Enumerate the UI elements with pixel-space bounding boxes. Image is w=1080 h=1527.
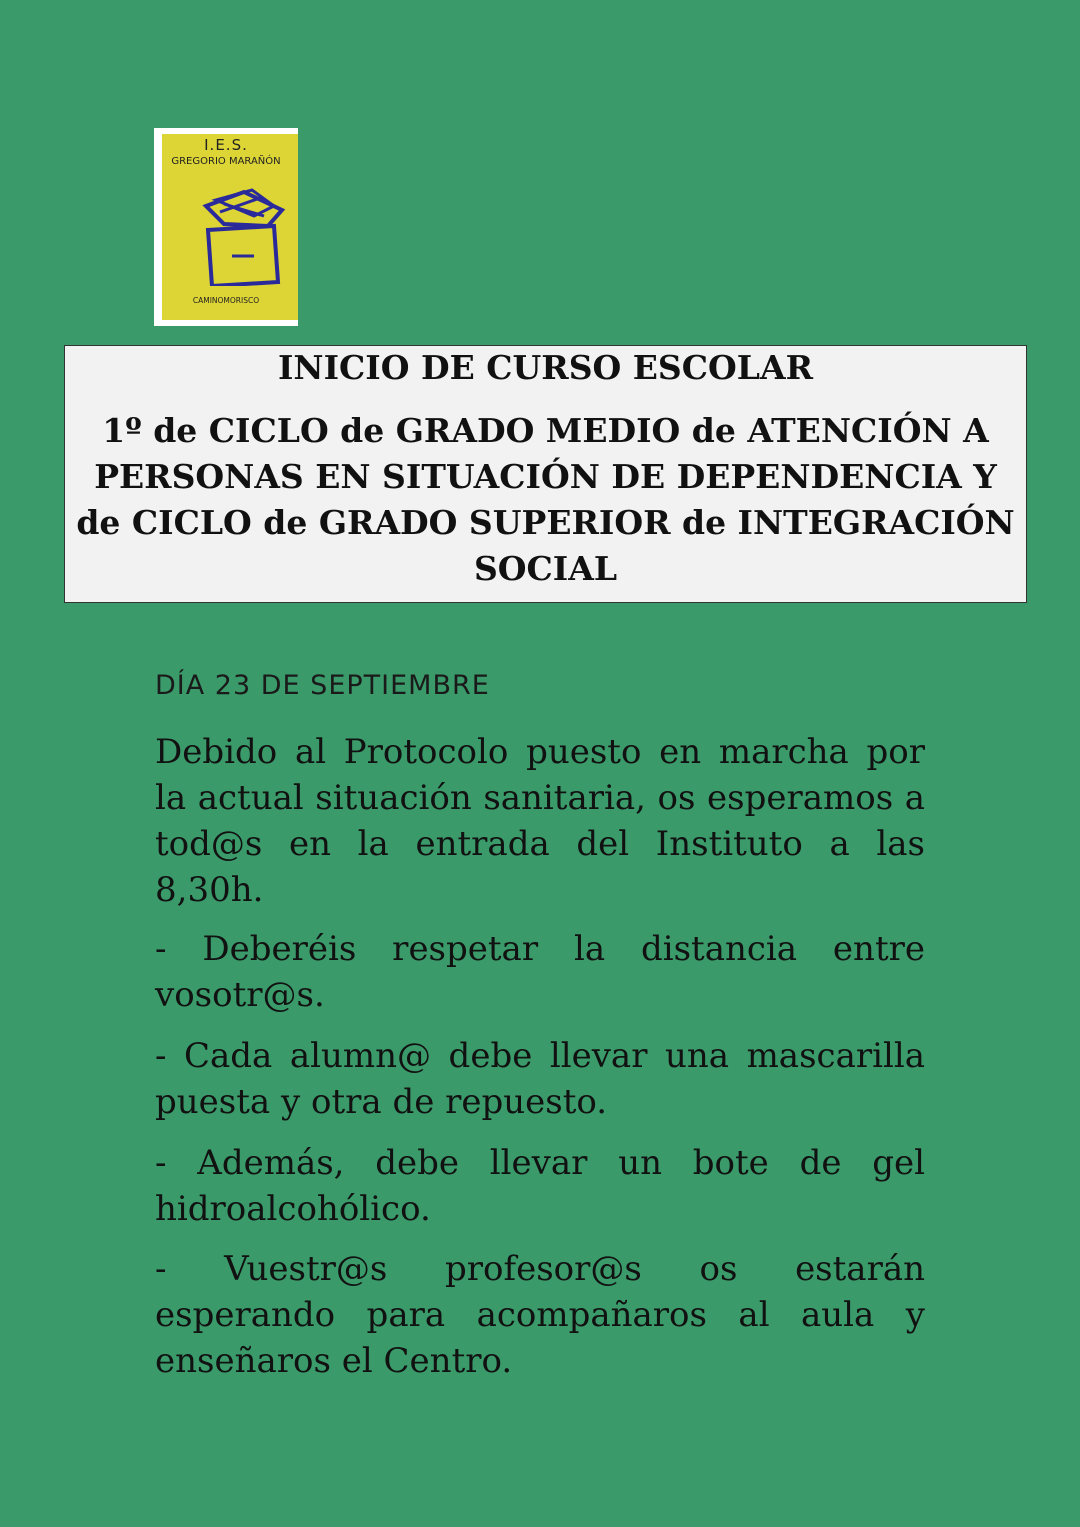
folder-papers-icon: [194, 186, 294, 286]
page-subtitle: 1º de CICLO de GRADO MEDIO de ATENCIÓN A PERSONAS EN SITUACIÓN DE DEPENDENCIA Y de CICLO de GRADO SUPERIOR de INTEGRACIÓN SOCIAL: [76, 411, 1015, 588]
school-logo: [154, 128, 298, 326]
event-date: DÍA 23 DE SEPTIEMBRE: [155, 670, 490, 701]
header-box: [64, 345, 1027, 603]
page-title: INICIO DE CURSO ESCOLAR: [278, 348, 813, 387]
paragraph-gel: - Además, debe llevar un bote de gel hidroalcohólico.: [155, 1143, 925, 1229]
paragraph-intro: Debido al Protocolo puesto en marcha por la actual situación sanitaria, os esperamos a tod@s en la entrada del Instituto a las 8,30h.: [155, 732, 925, 910]
logo-bottom-text: CAMINOMORISCO: [192, 296, 260, 305]
paragraph-distance: - Deberéis respetar la distancia entre vosotr@s.: [155, 929, 925, 1015]
logo-ies-text: I.E.S.: [204, 136, 248, 154]
logo-school-name: GREGORIO MARAÑÓN: [171, 156, 281, 167]
paragraph-teachers: - Vuestr@s profesor@s os estarán esperando para acompañaros al aula y enseñaros el Centro.: [155, 1249, 925, 1381]
paragraph-mask: - Cada alumn@ debe llevar una mascarilla puesta y otra de repuesto.: [155, 1036, 925, 1122]
